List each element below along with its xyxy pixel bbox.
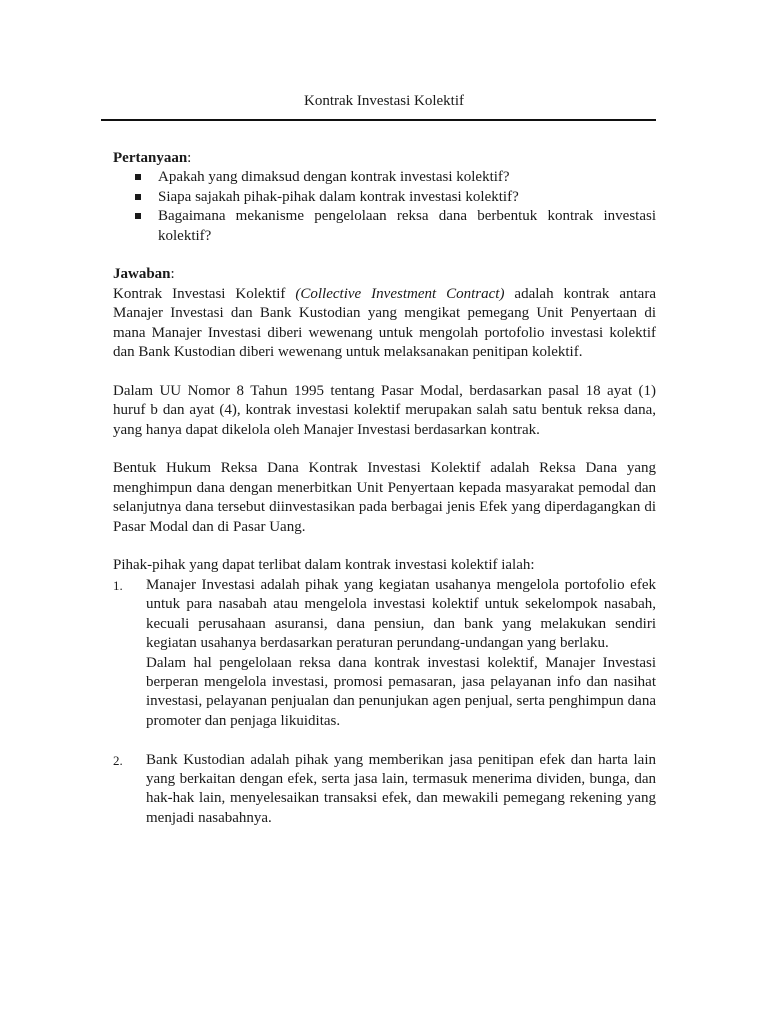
questions-heading-label: Pertanyaan xyxy=(113,150,188,166)
question-text: Siapa sajakah pihak-pihak dalam kontrak investasi kolektif? xyxy=(158,188,519,205)
legal-form-paragraph: Bentuk Hukum Reksa Dana Kontrak Investasi Kolektif adalah Reksa Dana yang menghimpun dana dengan menerbitkan Unit Penyertaan kepada masyarakat pemodal dan selanjutnya dana tersebut diinvestasikan pada berbagai jenis Efek yang diperdagangkan di Pasar Modal dan di Pasar Uang. xyxy=(113,460,656,535)
list-item xyxy=(113,576,656,731)
square-bullet-icon xyxy=(135,174,141,180)
definition-english-term: (Collective Investment Contract) xyxy=(295,285,505,302)
questions-list xyxy=(113,168,656,246)
list-item xyxy=(113,188,656,207)
list-item xyxy=(113,168,656,187)
title-divider xyxy=(101,119,656,121)
list-number: 2. xyxy=(113,752,123,768)
definition-paragraph xyxy=(113,285,656,363)
spacer xyxy=(113,537,656,556)
spacer xyxy=(113,246,656,265)
answers-heading-colon: : xyxy=(170,266,175,283)
party-description: Bank Kustodian adalah pihak yang memberikan jasa penitipan efek dan harta lain yang berkaitan dengan efek, serta jasa lain, termasuk menerima dividen, bunga, dan hak-hak lain, menyelesaikan transaksi efek, dan mewakili pemegang rekening yang menjadi nasabahnya. xyxy=(146,751,656,826)
square-bullet-icon xyxy=(135,194,141,200)
answers-heading xyxy=(113,265,656,284)
spacer xyxy=(113,440,656,459)
square-bullet-icon xyxy=(135,213,141,219)
list-item xyxy=(113,207,656,246)
list-number: 1. xyxy=(113,577,123,593)
party-description: Manajer Investasi adalah pihak yang kegiatan usahanya mengelola portofolio efek untuk para nasabah atau mengelola investasi kolektif untuk sekelompok nasabah, kecuali perusahaan asuransi, dana pensiun, dan bank yang melakukan sendiri kegiatan usahanya berdasarkan peraturan perundang-undangan yang berlaku. xyxy=(146,576,656,652)
definition-start: Kontrak Investasi Kolektif xyxy=(113,285,296,302)
question-text: Apakah yang dimaksud dengan kontrak investasi kolektif? xyxy=(158,169,510,186)
law-paragraph: Dalam UU Nomor 8 Tahun 1995 tentang Pasar Modal, berdasarkan pasal 18 ayat (1) huruf b dan ayat (4), kontrak investasi kolektif merupakan salah satu bentuk reksa dana, yang hanya dapat dikelola oleh Manajer Investasi berdasarkan kontrak. xyxy=(113,382,656,438)
spacer xyxy=(113,362,656,381)
answers-heading-label: Jawaban xyxy=(113,266,171,283)
party-role: Dalam hal pengelolaan reksa dana kontrak investasi kolektif, Manajer Investasi berperan mengelola investasi, promosi pemasaran, jasa pelayanan info dan nasihat investasi, pelayanan penjualan dan penunjukan agen penjual, serta penghimpun dana promoter dan penjaga likuiditas. xyxy=(146,654,656,729)
questions-heading-colon: : xyxy=(187,150,192,166)
parties-intro: Pihak-pihak yang dapat terlibat dalam kontrak investasi kolektif ialah: xyxy=(113,557,535,574)
questions-heading xyxy=(113,149,656,168)
question-text: Bagaimana mekanisme pengelolaan reksa dana berbentuk kontrak investasi kolektif? xyxy=(158,208,656,244)
parties-list xyxy=(113,576,656,828)
document-body xyxy=(113,149,656,828)
page-title: Kontrak Investasi Kolektif xyxy=(304,93,464,109)
list-item xyxy=(113,751,656,829)
definition-rest: adalah kontrak antara Manajer Investasi dan Bank Kustodian yang mengikat pemegang Unit Penyertaan di mana Manajer Investasi diberi wewenang untuk mengolah portofolio investasi kolektif dan Bank Kustodian diberi wewenang untuk melaksanakan penitipan kolektif. xyxy=(113,285,656,361)
